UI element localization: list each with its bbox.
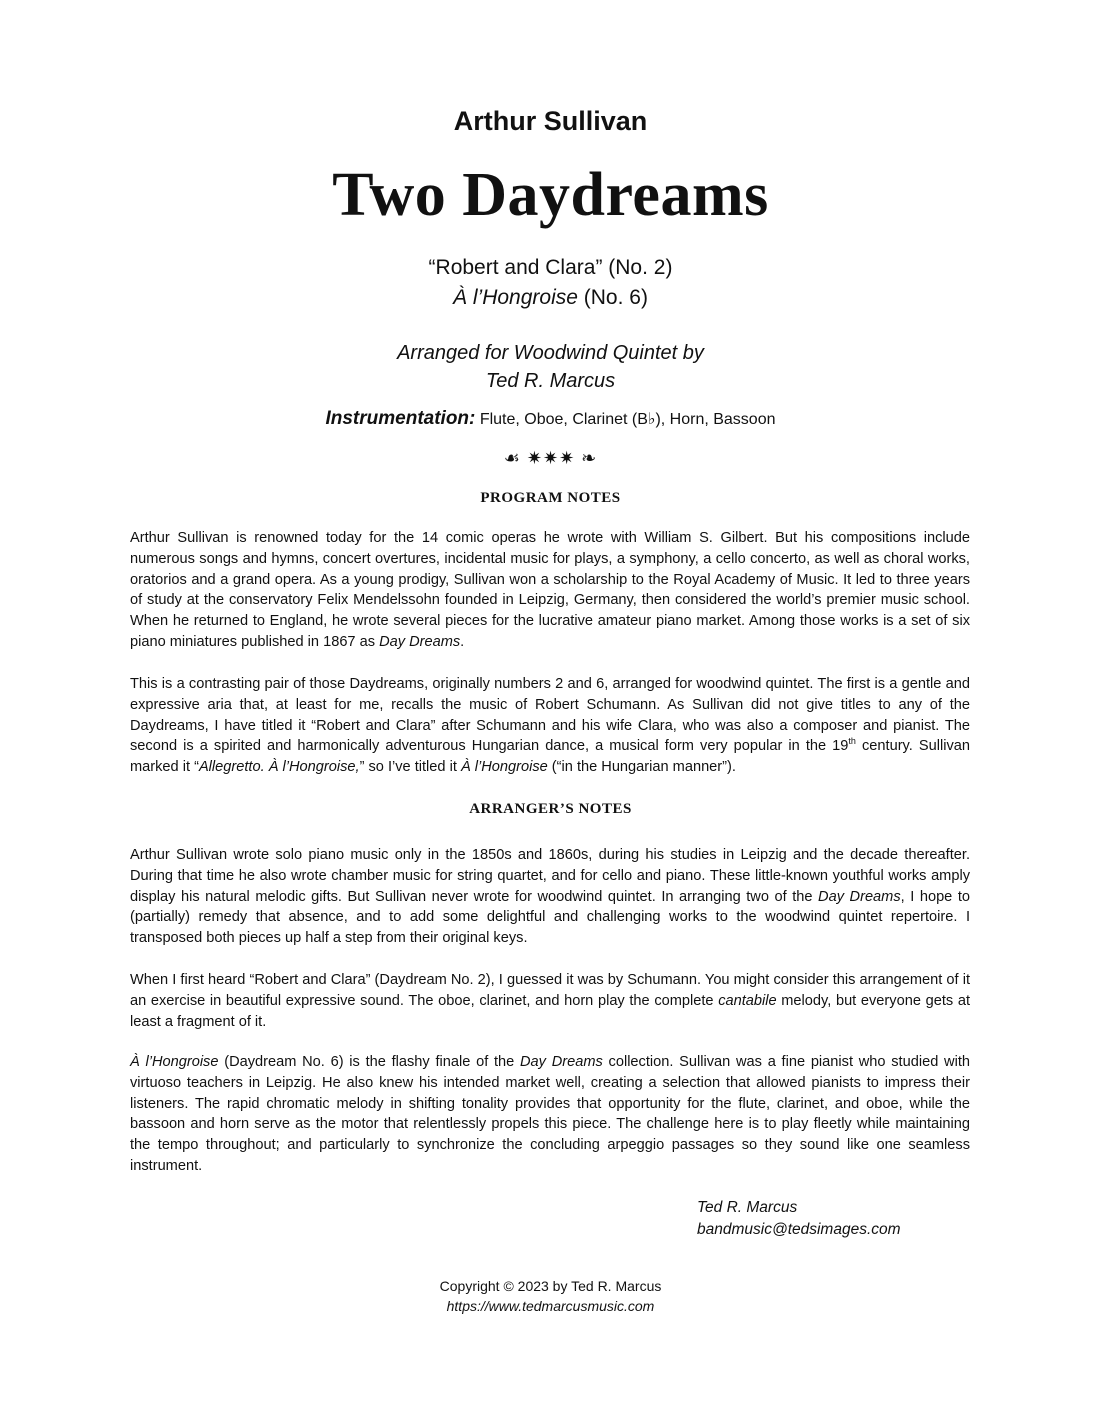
text-run: , I hope to (partially) remedy that absence, and to add some delightful and challenging works to the woodwind quintet repertoire. I transposed both pieces up half a step from their original keys.	[130, 888, 971, 947]
text-run: Arthur Sullivan wrote solo piano music only in the 1850s and 1860s, during his studies in Leipzig and the decade thereafter. During that time he also wrote chamber music for string quartet, and for cello and piano. These little-known youthful works amply display his natural melodic gifts. But Sullivan never wrote for woodwind quintet. In arranging two of the	[130, 847, 970, 905]
text-run: (Daydream No. 6) is the flashy finale of the	[218, 1054, 521, 1070]
piece-2-line	[0, 286, 1101, 310]
text-run: (“in the Hungarian manner”).	[547, 759, 736, 776]
text-run: ” so I’ve titled it	[359, 759, 461, 776]
italic-run: À l’Hongroise	[460, 759, 548, 776]
piece-2-title: À l’Hongroise	[453, 286, 578, 309]
copyright-notice: Copyright © 2023 by Ted R. Marcus	[439, 1278, 662, 1294]
signature-name: Ted R. Marcus	[697, 1199, 798, 1216]
composer-name: Arthur Sullivan	[453, 106, 648, 136]
arranger-name: Ted R. Marcus	[485, 370, 616, 392]
italic-run: Day Dreams	[379, 633, 461, 650]
arrangers-notes-heading: ARRANGER’S NOTES	[469, 801, 632, 817]
page-title: Two Daydreams	[332, 161, 769, 229]
arrangers-notes-paragraph-2	[130, 970, 970, 1032]
text-run: .	[460, 633, 465, 650]
arrangers-notes-paragraph-3	[130, 1052, 970, 1177]
instrumentation-label: Instrumentation:	[325, 408, 476, 429]
italic-run: À l’Hongroise	[130, 1054, 219, 1070]
arranged-by-line: Arranged for Woodwind Quintet by	[397, 342, 704, 364]
piece-2-number: (No. 6)	[577, 286, 648, 309]
text-run: collection. Sullivan was a fine pianist who studied with virtuoso teachers in Leipzig. He also knew his intended market well, creating a selection that allowed pianists to impress their listeners. The rapid chromatic melody in shifting tonality provides that opportunity for the flute, clarinet, and oboe, while the bassoon and horn serve as the motor that relentlessly propels this piece. The challenge here is to play fleetly while maintaining the tempo throughout; and particularly to synchronize the concluding arpeggio passages so they sound like one seamless instrument.	[130, 1054, 970, 1174]
program-notes-paragraph-1	[130, 528, 970, 653]
instrumentation-value: Flute, Oboe, Clarinet (B♭), Horn, Bassoon	[475, 411, 776, 428]
italic-run: cantabile	[718, 992, 777, 1009]
website-link[interactable]: https://www.tedmarcusmusic.com	[446, 1298, 655, 1314]
text-run: When I first heard “Robert and Clara” (Daydream No. 2), I guessed it was by Schumann. You might consider this arrangement of it an exercise in beautiful expressive sound. The oboe, clarinet, and horn play the complete	[130, 972, 970, 1009]
signature-email[interactable]: bandmusic@tedsimages.com	[697, 1221, 901, 1238]
instrumentation	[0, 408, 1101, 430]
program-notes-paragraph-2	[130, 674, 970, 778]
piece-1-title: “Robert and Clara” (No. 2)	[428, 256, 673, 279]
text-run: Arthur Sullivan is renowned today for the 14 comic operas he wrote with William S. Gilbert. But his compositions include numerous songs and hymns, concert overtures, incidental music for plays, a symphony, a cello concerto, as well as choral works, oratorios and a grand opera. As a young prodigy, Sullivan won a scholarship to the Royal Academy of Music. It led to three years of study at the conservatory Felix Mendelssohn founded in Leipzig, Germany, then considered the world’s premier music school. When he returned to England, he wrote several pieces for the lucrative amateur piano market. Among those works is a set of six piano miniatures published in 1867 as	[130, 530, 970, 650]
italic-run: Day Dreams	[520, 1054, 603, 1070]
program-notes-heading: PROGRAM NOTES	[480, 490, 621, 506]
ornament-divider-icon: ☙ ✷✷✷ ❧	[503, 448, 598, 468]
arrangers-notes-paragraph-1	[130, 845, 970, 949]
text-run: melody, but everyone gets at least a fragment of it.	[130, 992, 970, 1030]
italic-run: Day Dreams	[818, 888, 901, 905]
italic-run: Allegretto. À l’Hongroise,	[198, 759, 360, 776]
text-run: century. Sullivan marked it “	[130, 738, 970, 776]
superscript: th	[848, 736, 856, 747]
text-run: This is a contrasting pair of those Daydreams, originally numbers 2 and 6, arranged for woodwind quintet. The first is a gentle and expressive aria that, at least for me, recalls the music of Robert Schumann. As Sullivan did not give titles to any of the Daydreams, I have titled it “Robert and Clara” after Schumann and his wife Clara, who was also a composer and pianist. The second is a spirited and harmonically adventurous Hungarian dance, a musical form very popular in the 19	[130, 676, 970, 755]
